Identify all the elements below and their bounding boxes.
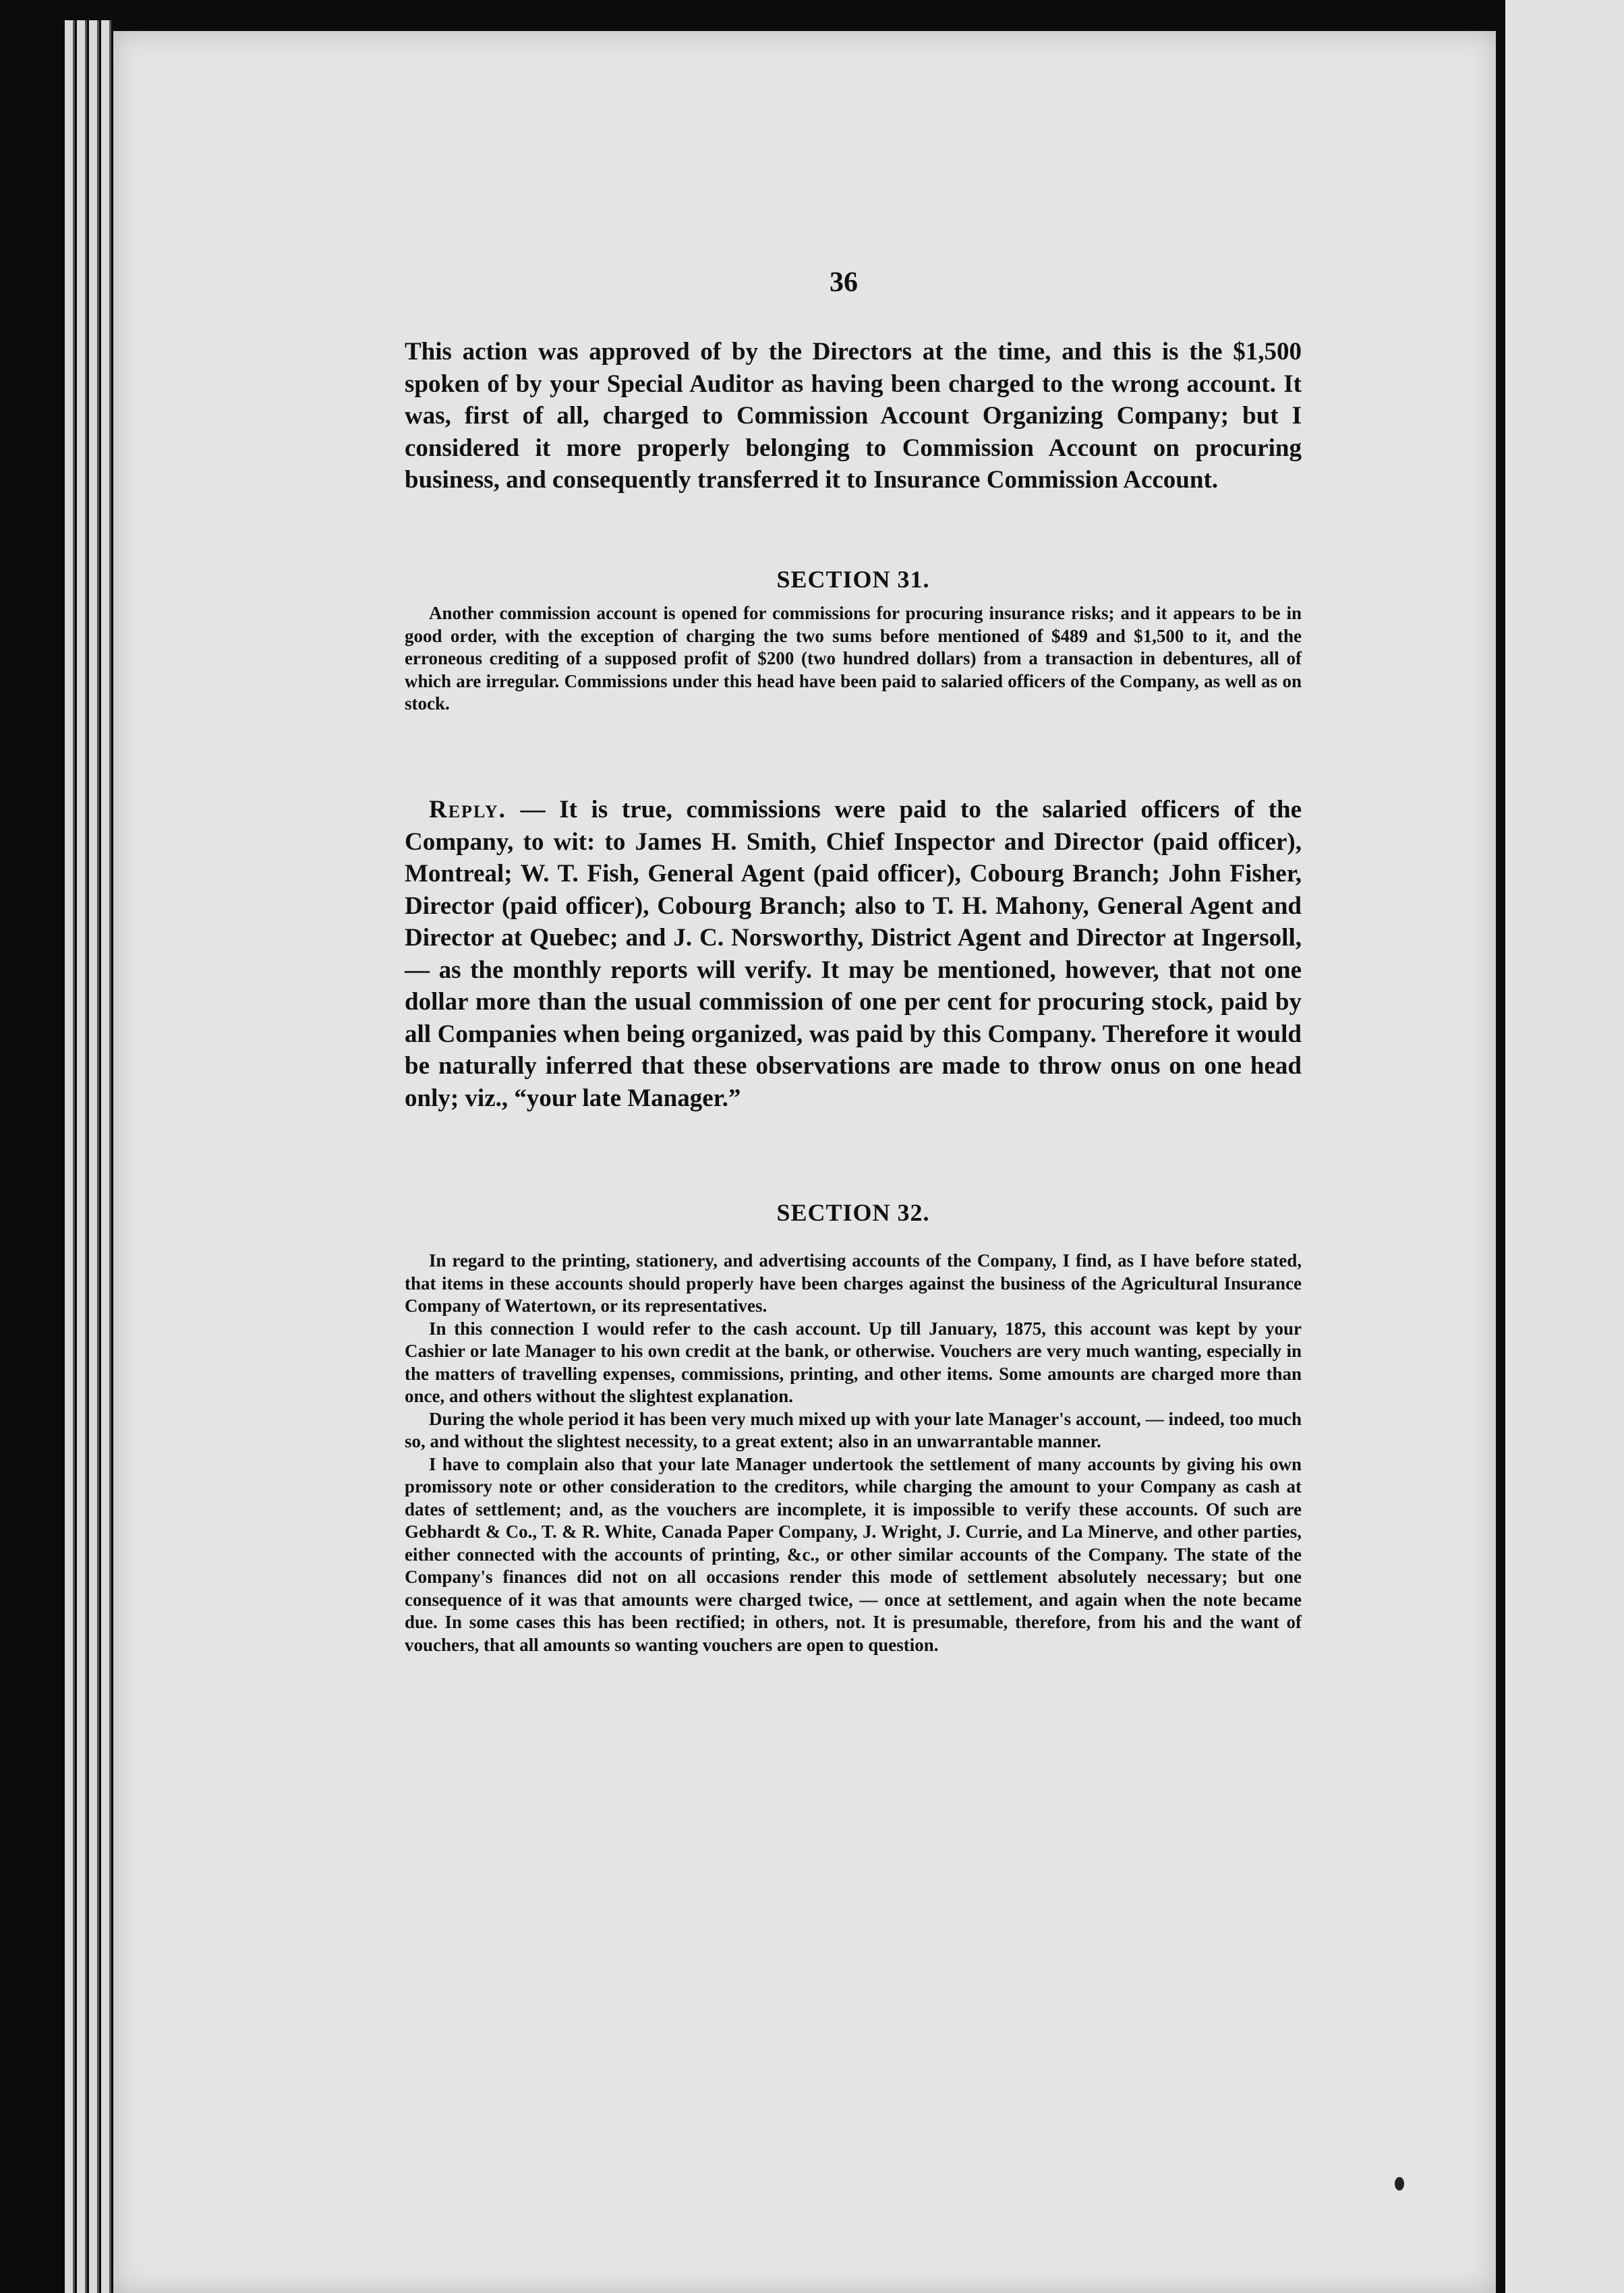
page-edge	[101, 20, 111, 2293]
section-32-paragraph: I have to complain also that your late Manager undertook the settlement of many accounts by giving his own promissory note or other consideration to the creditors, while charging the amount to your Company as cash at dates of settlement; and, as the vouchers are incomplete, it is impossible to verify these accounts. Of such are Gebhardt & Co., T. & R. White, Canada Paper Company, J. Wright, J. Currie, and La Minerve, and other parties, either connected with the accounts of printing, &c., or other similar accounts of the Company. The state of the Company's finances did not on all occasions render this mode of settlement absolutely necessary; but one consequence of it was that amounts were charged twice, — once at settlement, and again when the note became due. In some cases this has been rectified; in others, not. It is presumable, therefore, from his and the want of vouchers, that all amounts so wanting vouchers are open to question.	[405, 1453, 1302, 1655]
section-32-paragraph: In this connection I would refer to the cash account. Up till January, 1875, this account was kept by your Cashier or late Manager to his own credit at the bank, or otherwise. Vouchers are very much wanting, especially in the matters of travelling expenses, commissions, printing, and other items. Some amounts are charged more than once, and others without the slightest explanation.	[405, 1318, 1302, 1406]
ink-spot	[1395, 2177, 1404, 2190]
intro-paragraph: This action was approved of by the Directors at the time, and this is the $1,500 spoken of by your Special Auditor as having been charged to the wrong account. It was, first of all, charged to Commission Account Organizing Company; but I considered it more properly belonging to Commission Account on procuring business, and consequently transferred it to Insurance Commission Account.	[405, 338, 1302, 494]
section-32-heading: SECTION 32.	[776, 1199, 930, 1226]
section-31-heading-block	[405, 565, 1302, 593]
section-31-auditor-block	[405, 602, 1302, 716]
page-number: 36	[830, 267, 858, 298]
section-32-body	[405, 1250, 1302, 1656]
section-31-auditor-text: Another commission account is opened for commissions for procuring insurance risks; and it appears to be in good order, with the exception of charging the two sums before mentioned of $489 and $1,500 to it, and the erroneous crediting of a supposed profit of $200 (two hundred dollars) from a transaction in debentures, all of which are irregular. Commissions under this head have been paid to salaried officers of the Company, as well as on stock.	[405, 603, 1302, 714]
reply-text: — It is true, commissions were paid to the salaried officers of the Company, to wit: to James H. Smith, Chief Inspector and Director (paid officer), Montreal; W. T. Fish, General Agent (paid officer), Cobourg Branch; John Fisher, Director (paid officer), Cobourg Branch; also to T. H. Mahony, General Agent and Director at Quebec; and J. C. Norsworthy, District Agent and Director at Ingersoll, — as the monthly reports will verify. It may be mentioned, however, that not one dollar more than the usual commission of one per cent for procuring stock, paid by all Companies when being organized, was paid by this Company. Therefore it would be naturally inferred that these observations are made to throw onus on one head only; viz., “your late Manager.”	[405, 796, 1302, 1112]
intro-paragraph-block	[405, 336, 1302, 496]
section-32-paragraph: In regard to the printing, stationery, and advertising accounts of the Company, I find, as I have before stated, that items in these accounts should properly have been charges against the business of the Agricultural Insurance Company of Watertown, or its representatives.	[405, 1250, 1302, 1316]
facing-page-strip	[1505, 0, 1624, 2293]
page-edge	[65, 20, 75, 2293]
section-32-paragraph: During the whole period it has been very much mixed up with your late Manager's account, — indeed, too much so, and without the slightest necessity, to a great extent; also in an unwarrantable manner.	[405, 1408, 1302, 1451]
section-32-heading-block	[405, 1198, 1302, 1227]
page-edge	[77, 20, 87, 2293]
reply-label: Reply.	[429, 796, 506, 823]
section-31-heading: SECTION 31.	[776, 566, 930, 593]
page-edge	[89, 20, 99, 2293]
section-31-reply-block	[405, 794, 1302, 1114]
section-31-reply	[405, 794, 1302, 1114]
